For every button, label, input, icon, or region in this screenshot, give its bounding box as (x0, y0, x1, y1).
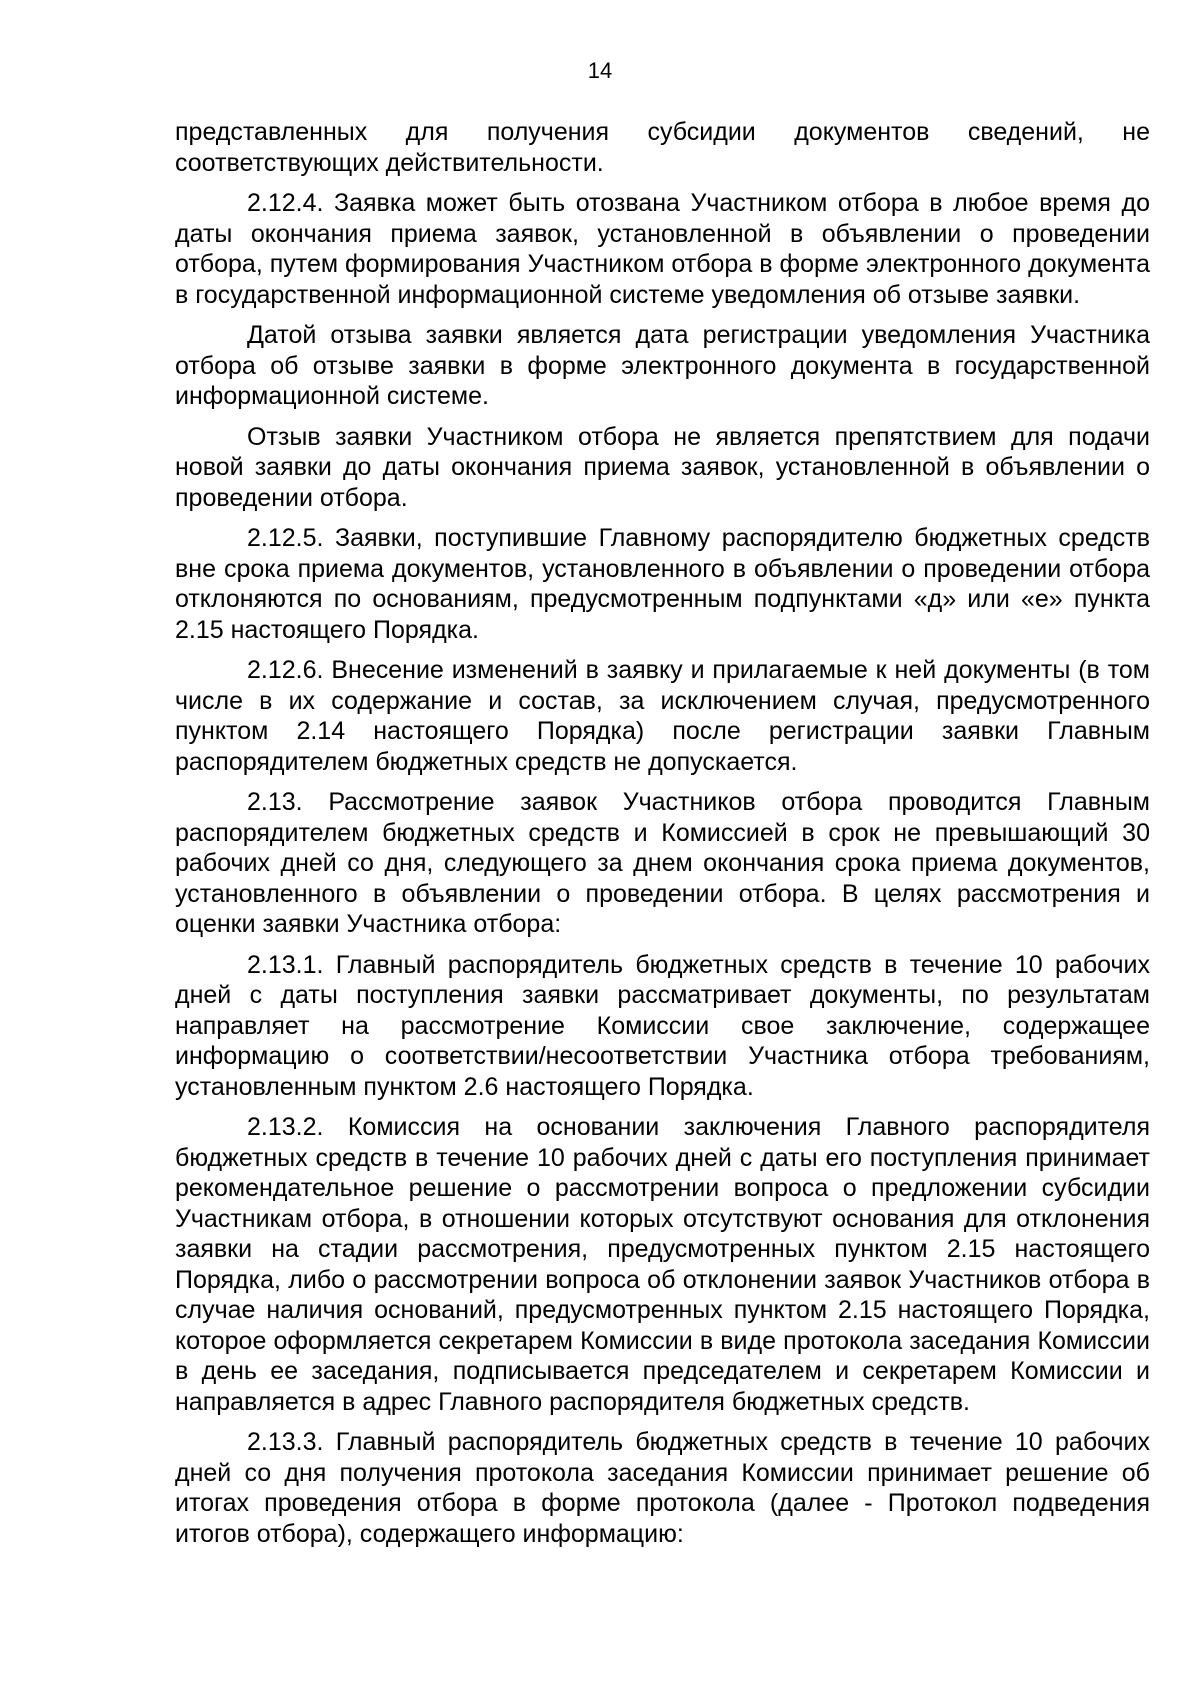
paragraph-2-13-2: 2.13.2. Комиссия на основании заключения Главного распорядителя бюджетных средств в течение 10 рабочих дней с даты его поступления принимает рекомендательное решение о рассмотрении вопроса о предложении субсидии Участникам отбора, в отношении которых отсутствуют основания для отклонения заявки на стадии рассмотрения, предусмотренных пунктом 2.15 настоящего Порядка, либо о рассмотрении вопроса об отклонении заявок Участников отбора в случае наличия оснований, предусмотренных пунктом 2.15 настоящего Порядка, которое оформляется секретарем Комиссии в виде протокола заседания Комиссии в день ее заседания, подписывается председателем и секретарем Комиссии и направляется в адрес Главного распорядителя бюджетных средств. (175, 1113, 1150, 1416)
paragraph-2-13-1: 2.13.1. Главный распорядитель бюджетных средств в течение 10 рабочих дней с даты поступления заявки рассматривает документы, по результатам направляет на рассмотрение Комиссии свое заключение, содержащее информацию о соответствии/несоответствии Участника отбора требованиям, установленным пунктом 2.6 настоящего Порядка. (175, 950, 1150, 1101)
paragraph-2-13: 2.13. Рассмотрение заявок Участников отбора проводится Главным распорядителем бюджетных средств и Комиссией в срок не превышающий 30 рабочих дней со дня, следующего за днем окончания срока приема документов, установленного в объявлении о проведении отбора. В целях рассмотрения и оценки заявки Участника отбора: (175, 788, 1150, 938)
paragraph-2-13-3: 2.13.3. Главный распорядитель бюджетных средств в течение 10 рабочих дней со дня получения протокола заседания Комиссии принимает решение об итогах проведения отбора в форме протокола (далее - Протокол подведения итогов отбора), содержащего информацию: (175, 1428, 1150, 1548)
page-number: 14 (587, 58, 613, 83)
paragraph-2-12-4: 2.12.4. Заявка может быть отозвана Участником отбора в любое время до даты окончания приема заявок, установленной в объявлении о проведении отбора, путем формирования Участником отбора в форме электронного документа в государственной информационной системе уведомления об отзыве заявки. (175, 189, 1150, 309)
document-body (175, 117, 1150, 1559)
paragraph-2-12-6: 2.12.6. Внесение изменений в заявку и прилагаемые к ней документы (в том числе в их содержание и состав, за исключением случая, предусмотренного пунктом 2.14 настоящего Порядка) после регистрации заявки Главным распорядителем бюджетных средств не допускается. (175, 656, 1150, 776)
paragraph-withdrawal-date: Датой отзыва заявки является дата регистрации уведомления Участника отбора об отзыве заявки в форме электронного документа в государственной информационной системе. (175, 321, 1150, 410)
paragraph-continuation: представленных для получения субсидии документов сведений, не соответствующих действительности. (175, 118, 1150, 177)
paragraph-withdrawal-not-obstacle: Отзыв заявки Участником отбора не является препятствием для подачи новой заявки до даты окончания приема заявок, установленной в объявлении о проведении отбора. (175, 422, 1150, 512)
paragraph-2-12-5: 2.12.5. Заявки, поступившие Главному распорядителю бюджетных средств вне срока приема документов, установленного в объявлении о проведении отбора отклоняются по основаниям, предусмотренным подпунктами «д» или «е» пункта 2.15 настоящего Порядка. (175, 524, 1150, 644)
